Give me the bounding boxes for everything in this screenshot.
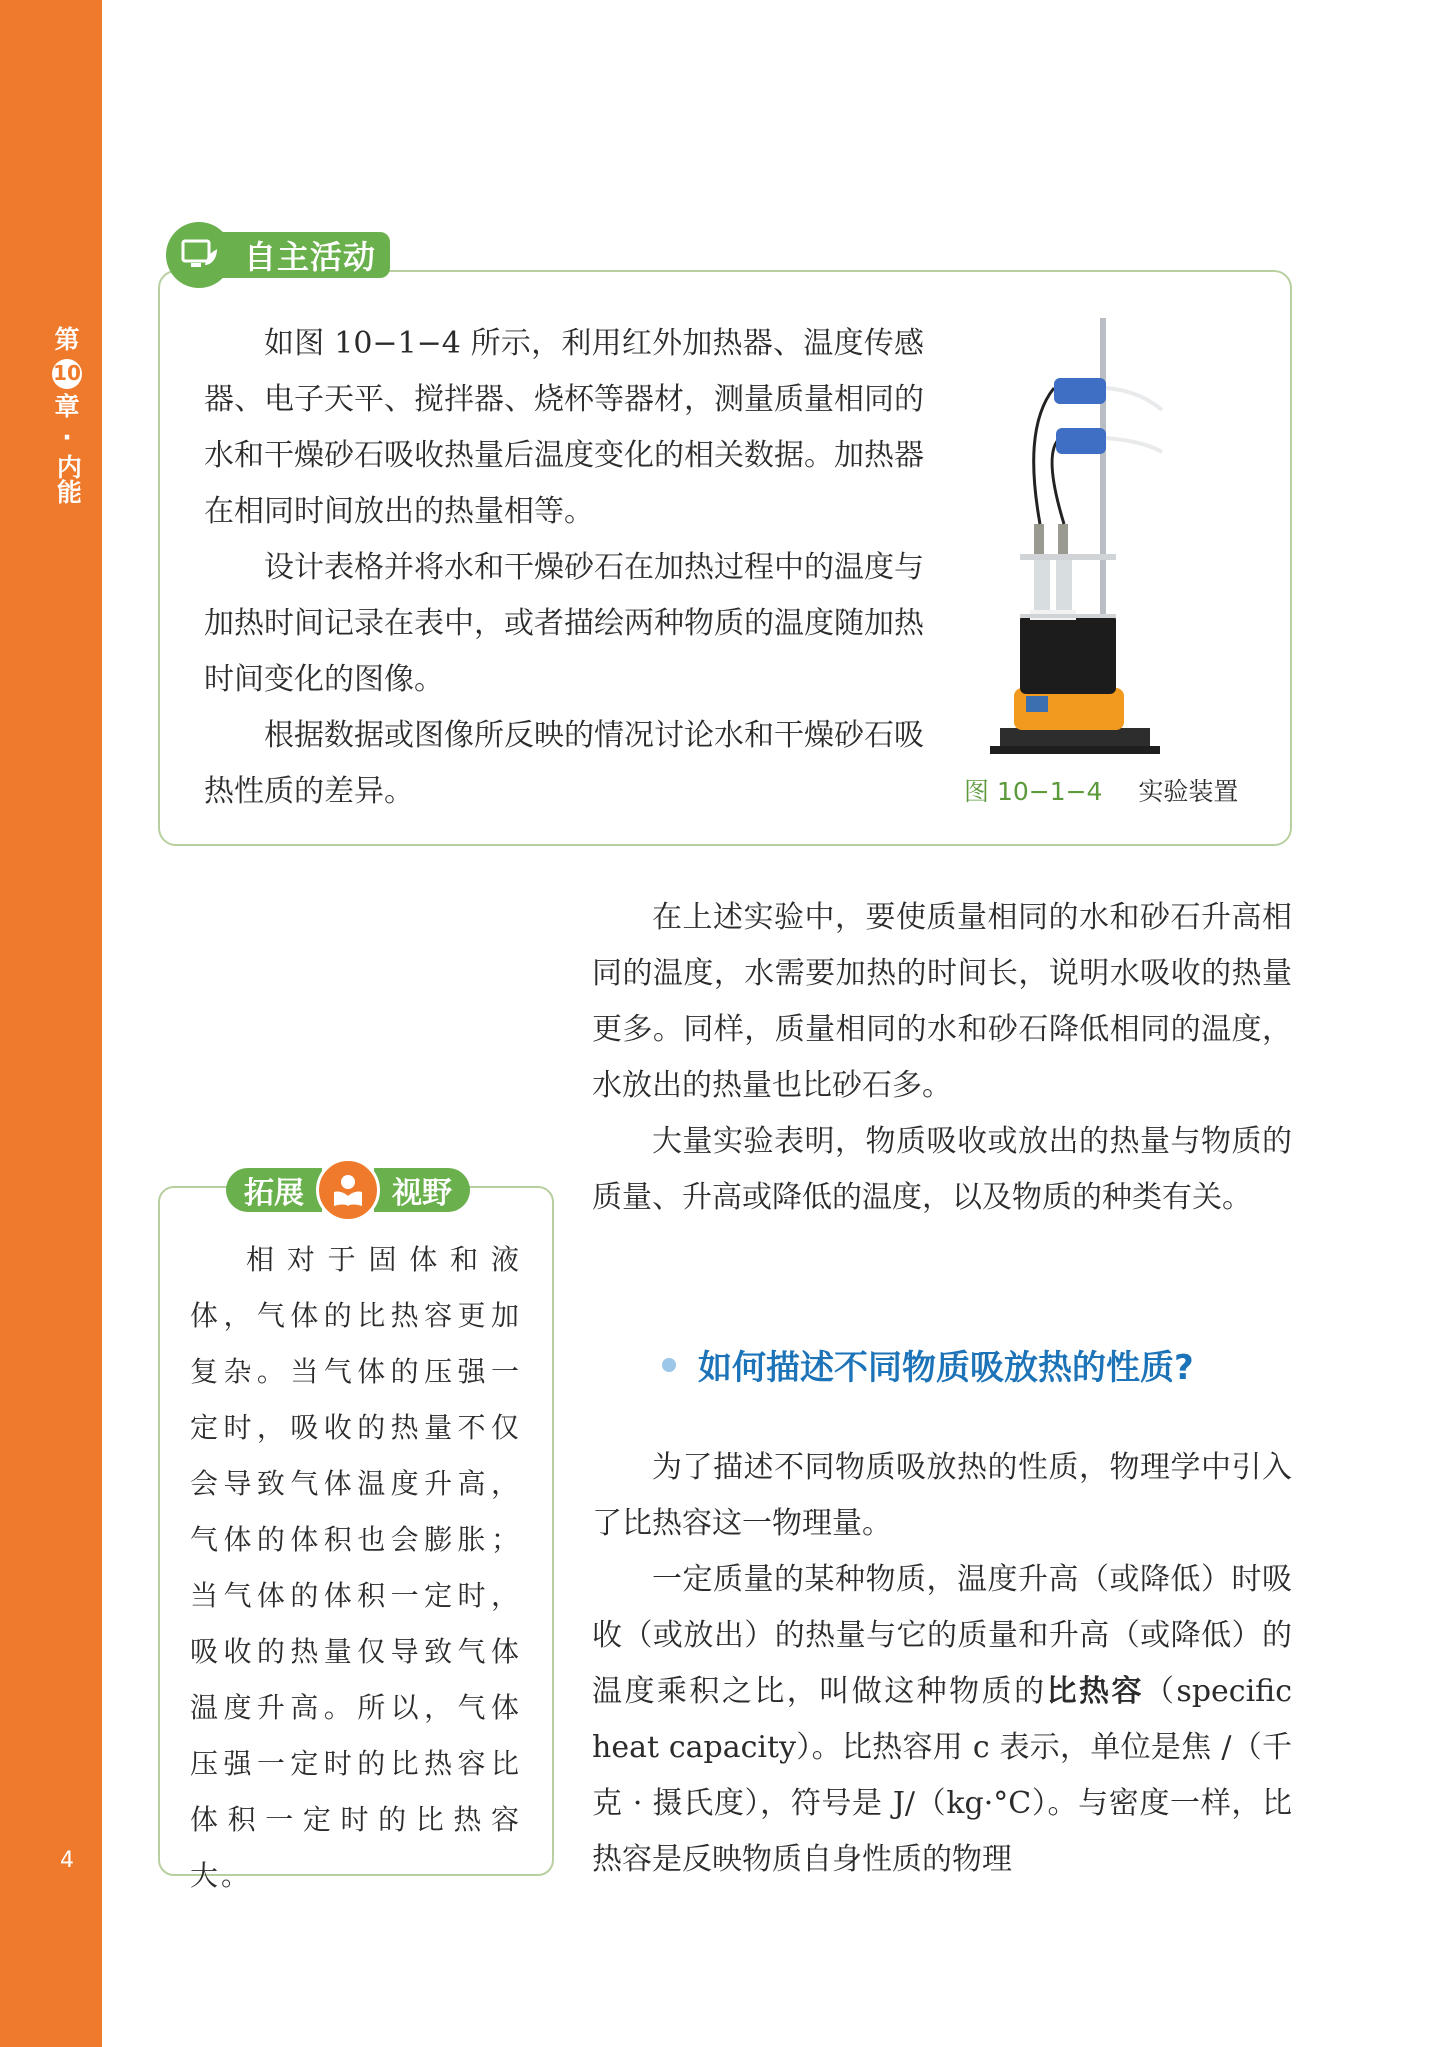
activity-tag	[166, 222, 390, 288]
reader-person-icon	[316, 1158, 380, 1222]
chapter-dot: ·	[62, 422, 72, 452]
definition-text-after: （specific heat capacity）。比热容用 c 表示，单位是焦 /（千克 · 摄氏度），符号是 J/（kg·°C）。与密度一样，比热容是反映物质自身性质的物理	[592, 1674, 1292, 1877]
activity-paragraph: 设计表格并将水和干燥砂石在加热过程中的温度与加热时间记录在表中，或者描绘两种物质的温度随加热时间变化的图像。	[204, 550, 924, 697]
activity-paragraph: 如图 10−1−4 所示，利用红外加热器、温度传感器、电子天平、搅拌器、烧杯等器材，测量质量相同的水和干燥砂石吸收热量后温度变化的相关数据。加热器在相同时间放出的热量相等。	[204, 326, 924, 529]
chapter-number: 10	[52, 359, 82, 389]
section-heading-text: 如何描述不同物质吸放热的性质?	[698, 1348, 1194, 1388]
chapter-tab	[52, 326, 82, 504]
page-number: 4	[60, 1848, 74, 1873]
chapter-prefix: 第	[54, 325, 80, 354]
extend-label-left: 拓展	[226, 1168, 322, 1212]
chapter-side-bar	[0, 0, 102, 2047]
extend-tag	[226, 1158, 470, 1222]
extend-text	[190, 1232, 522, 1904]
definition-term: 比热容	[1046, 1674, 1144, 1709]
main-text	[592, 890, 1292, 1226]
activity-text	[204, 316, 924, 820]
main-text-2	[592, 1440, 1292, 1888]
main-paragraph: 在上述实验中，要使质量相同的水和砂石升高相同的温度，水需要加热的时间长，说明水吸收的热量更多。同样，质量相同的水和砂石降低相同的温度，水放出的热量也比砂石多。	[592, 900, 1292, 1103]
extend-paragraph: 相对于固体和液体，气体的比热容更加复杂。当气体的压强一定时，吸收的热量不仅会导致气体温度升高，气体的体积也会膨胀；当气体的体积一定时，吸收的热量仅导致气体温度升高。所以，气体压强一定时的比热容比体积一定时的比热容大。	[190, 1243, 522, 1892]
computer-leaf-icon	[166, 222, 232, 288]
experiment-apparatus-image	[990, 318, 1170, 758]
main-paragraph	[592, 1552, 1292, 1888]
extend-label-right: 视野	[374, 1168, 470, 1212]
main-paragraph: 大量实验表明，物质吸收或放出的热量与物质的质量、升高或降低的温度，以及物质的种类有关。	[592, 1124, 1292, 1215]
definition-text-before: 一定质量的某种物质，温度升高（或降低）时吸收（或放出）的热量与它的质量和升高（或降低）的温度乘积之比，叫做这种物质的	[592, 1562, 1292, 1709]
figure-title: 实验装置	[1138, 777, 1239, 806]
activity-label: 自主活动	[220, 232, 390, 278]
section-heading	[662, 1340, 1194, 1389]
activity-paragraph: 根据数据或图像所反映的情况讨论水和干燥砂石吸热性质的差异。	[204, 718, 924, 809]
chapter-suffix: 章	[54, 391, 80, 421]
figure-number: 图 10−1−4	[964, 777, 1103, 806]
bullet-icon	[662, 1358, 676, 1372]
figure-caption	[964, 772, 1238, 808]
main-paragraph: 为了描述不同物质吸放热的性质，物理学中引入了比热容这一物理量。	[592, 1450, 1292, 1541]
chapter-title: 内能	[53, 454, 83, 505]
